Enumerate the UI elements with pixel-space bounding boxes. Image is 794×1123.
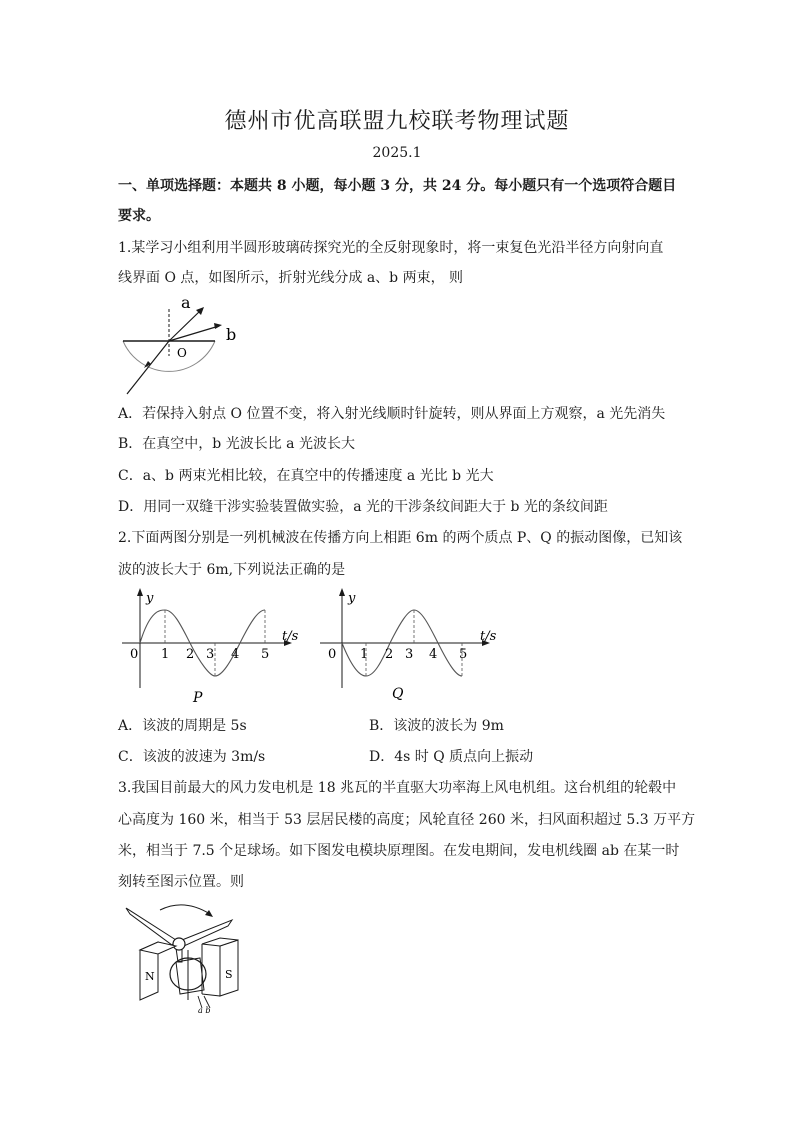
q-x-label: t/s	[480, 629, 497, 644]
q1-stem-cont: 线界面 O 点，如图所示，折射光线分成 a、b 两束， 则	[118, 270, 464, 286]
rotation-arrow	[160, 905, 210, 914]
q-y-arrow	[339, 588, 345, 596]
section-heading: 一、单项选择题：本题共 8 小题，每小题 3 分，共 24 分。每小题只有一个选项符合题目	[118, 178, 677, 194]
q1-option-c: C．a、b 两束光相比较，在真空中的传播速度 a 光比 b 光大	[118, 468, 494, 484]
p-x-label: t/s	[282, 629, 299, 644]
q1-option-d: D．用同一双缝干涉实验装置做实验，a 光的干涉条纹间距大于 b 光的条纹间距	[118, 499, 608, 515]
q-y-label: y	[348, 591, 356, 606]
ray-b-arrow	[214, 323, 222, 329]
q3-stem-cont-3: 刻转至图示位置。则	[118, 874, 244, 890]
q-origin: 0	[328, 647, 337, 662]
q-caption: Q	[392, 686, 404, 702]
exam-date: 2025.1	[372, 145, 422, 161]
q-tick-4: 4	[429, 647, 438, 662]
q2-graph-p	[118, 588, 308, 708]
p-tick-5: 5	[261, 647, 270, 662]
page-title: 德州市优高联盟九校联考物理试题	[224, 109, 570, 134]
q2-graph-q	[316, 588, 506, 708]
label-s: S	[225, 968, 233, 981]
q1-option-b: B．在真空中，b 光波长比 a 光波长大	[118, 436, 355, 452]
q2-option-c: C．该波的波速为 3m/s	[118, 749, 266, 765]
q2-option-b: B．该波的波长为 9m	[369, 718, 504, 734]
p-y-arrow	[137, 588, 143, 596]
hub	[173, 938, 185, 950]
q3-stem: 3.我国目前最大的风力发电机是 18 兆瓦的半直驱大功率海上风电机组。这台机组的轮毂中	[118, 780, 677, 796]
section-heading-cont: 要求。	[118, 208, 160, 224]
q3-stem-cont-2: 米，相当于 7.5 个足球场。如下图发电模块原理图。在发电期间，发电机线圈 ab 在某一时	[118, 843, 680, 859]
p-y-label: y	[146, 591, 154, 606]
p-tick-4: 4	[231, 647, 240, 662]
p-caption: P	[193, 690, 203, 706]
p-tick-3: 3	[206, 647, 215, 662]
q2-option-d: D．4s 时 Q 质点向上振动	[369, 749, 534, 765]
label-ab: a b	[198, 1006, 211, 1015]
rotation-arrowhead	[205, 910, 213, 917]
q2-option-a: A．该波的周期是 5s	[118, 718, 247, 734]
q-tick-5: 5	[459, 647, 468, 662]
q-tick-2: 2	[385, 647, 394, 662]
q3-figure-generator	[118, 900, 248, 1015]
label-a: a	[181, 294, 191, 312]
magnet-s-bottom	[202, 994, 220, 996]
label-o: O	[177, 346, 187, 360]
q-tick-1: 1	[360, 647, 369, 662]
incident-ray	[127, 341, 169, 394]
q2-stem: 2.下面两图分别是一列机械波在传播方向上相距 6m 的两个质点 P、Q 的振动图像，已知该	[118, 530, 683, 546]
q-tick-3: 3	[405, 647, 414, 662]
label-b: b	[226, 325, 237, 344]
p-tick-2: 2	[186, 647, 195, 662]
q1-option-a: A．若保持入射点 O 位置不变，将入射光线顺时针旋转，则从界面上方观察，a 光先消失	[118, 406, 666, 422]
p-tick-1: 1	[161, 647, 170, 662]
p-origin: 0	[130, 647, 139, 662]
q2-stem-cont: 波的波长大于 6m,下列说法正确的是	[118, 562, 346, 578]
q3-stem-cont-1: 心高度为 160 米，相当于 53 层居民楼的高度；风轮直径 260 米，扫风面积超过 5.3 万平方	[118, 812, 696, 828]
label-n: N	[145, 970, 155, 983]
q1-stem: 1.某学习小组利用半圆形玻璃砖探究光的全反射现象时，将一束复色光沿半径方向射向直	[118, 240, 664, 256]
q1-figure-refraction	[115, 294, 255, 398]
blade-left	[126, 908, 176, 945]
